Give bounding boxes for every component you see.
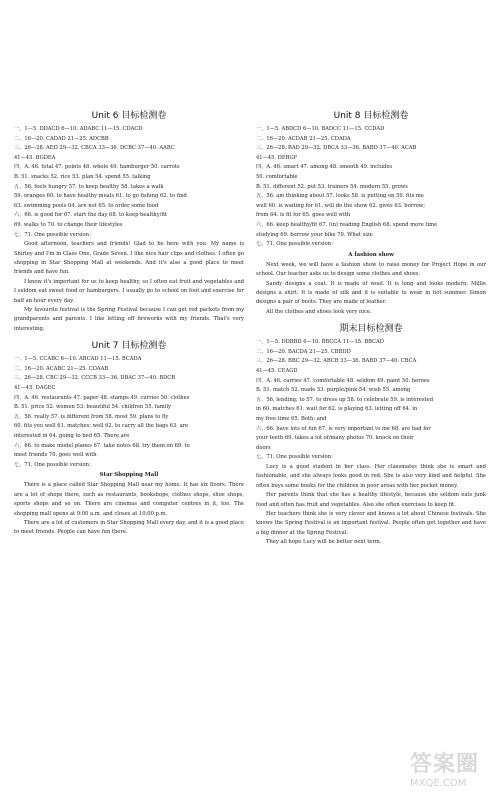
answer-line: 二、16—20. BACDA 21—25. CBBDD bbox=[256, 348, 351, 355]
answer-line: 41—45. BGDEA bbox=[14, 154, 56, 161]
essay-paragraph: There is a place called Star Shopping Mall near my home. It has six floors. There are a lot of shops there, such as restaurants, bookshops, clothes shops, shoe shops, sports shops and so on. There are cinemas and computer centres in it, too. The shopping mall opens at 9:00 a.m. and closes at 10:00 p.m. bbox=[14, 482, 244, 517]
answer-line: B. 51. different 52. put 53. trainers 54. modern 55. grows bbox=[256, 183, 408, 190]
left-column bbox=[14, 104, 244, 548]
answer-line: B. 51. price 52. women 53. beautiful 54. children 55. family bbox=[14, 404, 171, 411]
final-exam-title: 期末目标检测卷 bbox=[339, 324, 403, 335]
essay-paragraph: I know it's important for us to keep healthy, so I often eat fruit and vegetables and I seldom eat sweet food or hamburgers. I usually go to school on foot and exercise for half an hour every day. bbox=[14, 278, 244, 304]
answer-line: 七、71. One possible version： bbox=[14, 461, 95, 468]
answer-line: 一、1—5. DDACD 6—10. ADABC 11—15. CDACD bbox=[14, 126, 143, 132]
answer-line: 三、26—28. BAD 29—32. DBCA 33—36. BABD 37—40. ACAB bbox=[256, 145, 417, 152]
answer-line: 六、66. to make model planes 67. take notes 68. try them on 69. to bbox=[14, 442, 190, 449]
essay-paragraph: Sandy designs a coat. It is made of wool. It is long and looks modern. Millie designs a shirt. It is made of silk and it is suitable to wear in hot summer. Simon designs a pair of boots. They are made of leather. bbox=[256, 280, 486, 306]
answer-line: 41—45. CEAGD bbox=[256, 367, 298, 374]
answer-line: studying 69. borrow your bike 70. What size bbox=[256, 231, 373, 238]
answer-line: my free time 65. Both; and bbox=[256, 415, 327, 422]
essay-paragraph: There are a lot of customers in Star Shopping Mall every day, and it is a good place to meet friends. People can have fun there. bbox=[14, 519, 244, 536]
unit6-title: Unit 6 目标检测卷 bbox=[91, 111, 167, 121]
answer-line: 41—45. DEBGF bbox=[256, 154, 298, 161]
final-exam-essay bbox=[256, 463, 486, 548]
answer-line: 七、71. One possible version： bbox=[14, 231, 95, 238]
answer-line: 五、56. really 57. is different from 58. most 59. plans to fly bbox=[14, 413, 169, 420]
answer-line: well 60. is waiting for 61. will do the show 62. gives 63. borrow; bbox=[256, 202, 425, 209]
answer-line: 五、56. feels hungry 57. to keep healthy 58. takes a walk bbox=[14, 183, 164, 190]
answer-line: 二、16—20. ACABC 21—25. CDAAB bbox=[14, 365, 109, 372]
answer-line: 四、A. 46. total 47. points 48. whole 49. hamburger 50. carrots bbox=[14, 164, 180, 171]
unit8-essay-title: A fashion show bbox=[348, 251, 394, 258]
answer-line: 二、16—20. ACDAB 21—25. CDADA bbox=[256, 135, 351, 142]
answer-line: in 60. matches 61. wait for 62. is playing 63. letting off 64. in bbox=[256, 406, 418, 413]
answer-line: 七、71. One possible version： bbox=[256, 241, 337, 248]
answer-line: 六、66. keep healthy/fit 67. (in) reading English 68. spend more time bbox=[256, 221, 438, 228]
answer-line: 69. walks to 70. to change their lifestyles bbox=[14, 221, 123, 228]
answer-line: 59. oranges 60. to have healthy meals 61. to go fishing 62. to find bbox=[14, 193, 187, 200]
unit6-answers bbox=[14, 125, 244, 240]
essay-paragraph: Lucy is a good student in her class. Her classmates think she is smart and fashionable, and she always looks good in red. She is also very kind and helpful. She often buys some books for the children in poor areas with her pocket money. bbox=[256, 463, 486, 489]
answer-line: 63. swimming pools 64. are not 65. to order some food bbox=[14, 202, 159, 209]
answer-line: 五、56. am thinking about 57. looks 58. is putting on 59. fits me bbox=[256, 193, 424, 200]
answer-line: 五、56. lending; to 57. to dress up 58. to celebrate 59. is interested bbox=[256, 396, 434, 403]
answer-line: your teeth 69. takes a lot of/many photos 70. knock on their bbox=[256, 435, 414, 442]
answer-line: 四、A. 46. smart 47. among 48. smooth 49. includes bbox=[256, 164, 393, 171]
two-column-layout bbox=[14, 104, 486, 548]
essay-paragraph: Her teachers think she is very clever and knows a lot about Chinese festivals. She knows the Spring Festival is an important festival. People often get together and have a big dinner at the Spring Festival. bbox=[256, 510, 486, 536]
answer-line: 一、1—5. DDBBD 6—10. BBCCA 11—15. BBCAD bbox=[256, 339, 384, 346]
answer-line: doors bbox=[256, 444, 271, 451]
answer-line: meet friends 70. goes well with bbox=[14, 452, 97, 459]
watermark-url: MXQE.COM bbox=[410, 778, 467, 789]
unit7-answers bbox=[14, 355, 244, 470]
unit8-answers bbox=[256, 125, 486, 250]
answer-line: 六、66. have lots of fun 67. is very important to me 68. are bad for bbox=[256, 425, 431, 432]
essay-paragraph: Her parents think that she has a healthy lifestyle, because she seldom eats junk food and often has fruit and vegetables. Also she often exercises to keep fit. bbox=[256, 492, 486, 508]
essay-paragraph: All the clothes and shoes look very nice. bbox=[266, 308, 372, 315]
answer-line: 四、A. 46. restaurants 47. paper 48. stamps 49. curries 50. clothes bbox=[14, 394, 190, 401]
essay-paragraph: Next week, we will have a fashion show to raise money for Project Hope in our school. Our teacher asks us to design some clothes and shoes. bbox=[256, 261, 486, 278]
answer-line: 六、66. is good for 67. start the day 68. to keep healthy/fit bbox=[14, 212, 167, 219]
watermark bbox=[410, 752, 494, 796]
final-exam-answers bbox=[256, 338, 486, 463]
answer-line: 七、71. One possible version： bbox=[256, 454, 337, 461]
unit8-essay bbox=[256, 261, 486, 317]
unit7-essay-title: Star Shopping Mall bbox=[99, 472, 159, 479]
answer-line: B. 51. match 52. made 53. purple/pink 54. wish 55. among bbox=[256, 387, 411, 394]
answer-line: 60. fits you well 61. matches; well 62. to carry all the bags 63. are bbox=[14, 423, 189, 430]
unit7-title: Unit 7 目标检测卷 bbox=[91, 341, 167, 352]
watermark-logo: 答案圈 bbox=[410, 752, 480, 777]
unit7-essay bbox=[14, 481, 244, 537]
essay-paragraph: Good afternoon, teachers and friends! Glad to be here with you. My name is Shirley and I'm in Class One, Grade Seven. I like nice hair clips and clothes. I often go shopping in Star Shopping Mall at weekends. And it's also a good place to meet friends and have fun. bbox=[14, 241, 244, 276]
answer-line: 41—45. DAGEC bbox=[14, 384, 56, 391]
answer-line: 三、26—28. CBC 29—32. CCCB 33—36. DBAC 37—40. BDCB bbox=[14, 375, 176, 382]
answer-line: 四、A. 46. carries 47. comfortable 48. seldom 49. paint 50. heroes bbox=[256, 377, 430, 384]
answer-line: B. 51. snacks 52. rice 53. plan 54. spend 55. talking bbox=[14, 173, 151, 180]
unit8-title: Unit 8 目标检测卷 bbox=[333, 111, 409, 121]
answer-line: 一、1—5. ABDCD 6—10. BADCC 11—15. CCDAD bbox=[256, 126, 385, 132]
answer-line: from 64. is fit for 65. goes well with bbox=[256, 212, 351, 219]
answer-line: 二、16—20. CADAD 21—25. ADCBB bbox=[14, 135, 109, 142]
essay-paragraph: They all hope Lucy will be better next term. bbox=[266, 539, 382, 546]
answer-line: 三、26—28. AED 29—32. CBCA 33—36. DCBC 37—40. AABC bbox=[14, 145, 175, 152]
answer-line: 50. comfortable bbox=[256, 173, 298, 180]
unit6-essay bbox=[14, 240, 244, 334]
answer-line: 三、26—28. BBC 29—32. ABCB 33—36. BABD 37—40. CBCA bbox=[256, 358, 417, 365]
right-column bbox=[256, 104, 486, 548]
answer-line: interested in 64. going to bed 65. There are bbox=[14, 432, 130, 439]
essay-paragraph: My favourite festival is the Spring Festival because I can get red packets from my grandparents and parents. I like letting off fireworks with my friends. That's very interesting. bbox=[14, 306, 244, 332]
answer-line: 一、1—5. CCABC 6—10. ABCAD 11—15. BCADA bbox=[14, 356, 142, 363]
